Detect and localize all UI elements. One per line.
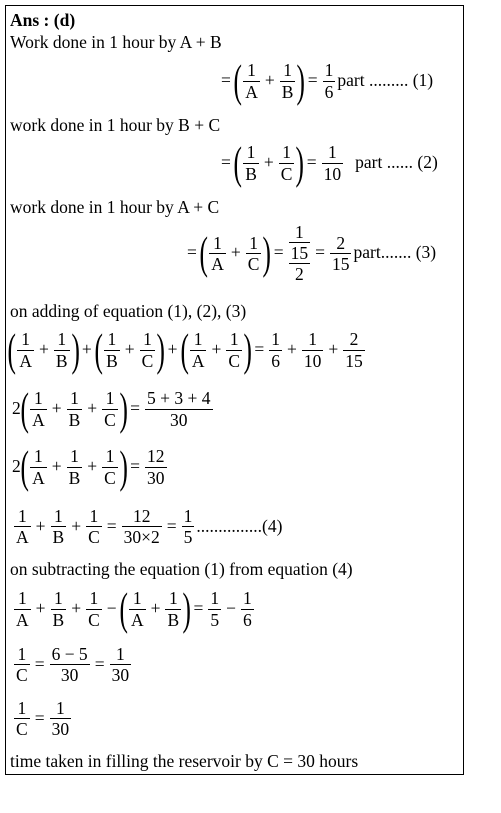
text-line-3: work done in 1 hour by A + C <box>10 197 220 217</box>
text-line-2: work done in 1 hour by B + C <box>10 115 221 135</box>
equation-subtract: $\frac{1}{A}$ + $\frac{1}{B}$ + $\frac{1}{C}$ − ( $\frac{1}{A}$ + $\frac{1}{B}$ ) = $\frac{1}{5}$ − $\frac{1}{6}$ <box>16 583 252 634</box>
text-line-5: on subtracting the equation (1) from equation (4) <box>10 559 353 579</box>
text-line-4: on adding of equation (1), (2), (3) <box>10 301 247 321</box>
equation-sum: ( $\frac{1}{A}$ + $\frac{1}{B}$ ) + ( $\frac{1}{B}$ + $\frac{1}{C}$ ) + ( $\frac{1}{A}$ + $\frac{1}{C}$ ) = $\frac{1}{6}$ + $\frac{1}{10}$ + $\frac{2}{15}$ <box>7 324 363 375</box>
equation-doubled: 2 ( $\frac{1}{A}$ + $\frac{1}{B}$ + $\frac{1}{C}$ ) = $\frac{5 + 3 + 4}{30}$ <box>12 383 211 434</box>
equation-simplified: 2 ( $\frac{1}{A}$ + $\frac{1}{B}$ + $\frac{1}{C}$ ) = $\frac{12}{30}$ <box>12 441 165 492</box>
text-line-1: Work done in 1 hour by A + B <box>10 32 222 52</box>
equation-4: $\frac{1}{A}$ + $\frac{1}{B}$ + $\frac{1}{C}$ = $\frac{12}{30\times 2}$ = $\frac{1}{5}$ ...............(4) <box>16 506 283 548</box>
equation-3: = ( $\frac{1}{A}$ + $\frac{1}{C}$ ) = $\frac{1}{\frac{15}{2}}$ = $\frac{2}{15}$ part....... (3) <box>187 222 437 285</box>
text-line-6: time taken in filling the reservoir by C = 30 hours <box>10 751 359 771</box>
equation-c-step: $\frac{1}{C}$ = $\frac{6 - 5}{30}$ = $\frac{1}{30}$ <box>16 644 130 686</box>
equation-c-result: $\frac{1}{C}$ = $\frac{1}{30}$ <box>16 698 70 740</box>
equation-2: = ( $\frac{1}{B}$ + $\frac{1}{C}$ ) = $\frac{1}{10}$ part ...... (2) <box>221 137 438 188</box>
answer-heading: Ans : (d) <box>10 10 76 30</box>
equation-1: = ( $\frac{1}{A}$ + $\frac{1}{B}$ ) = $\frac{1}{6}$ part ......... (1) <box>221 55 434 106</box>
